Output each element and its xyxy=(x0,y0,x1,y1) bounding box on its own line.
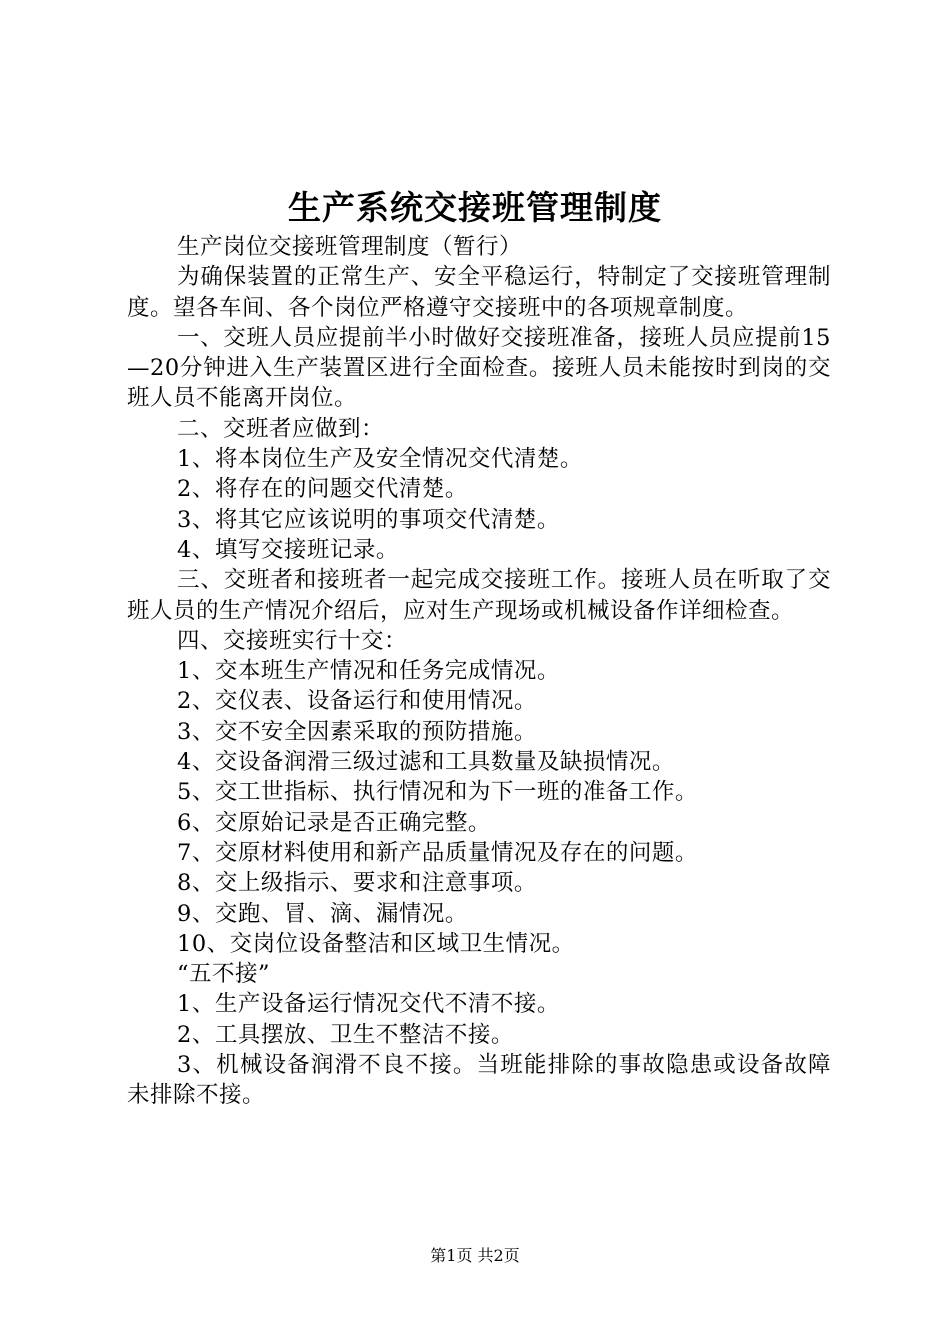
paragraph-five-no-heading: “五不接” xyxy=(177,961,271,988)
paragraph-rule-3: 三、交班者和接班者一起完成交接班工作。接班人员在听取了交班人员的生产情况介绍后，应对生产现场或机械设备作详细检查。 xyxy=(127,567,831,624)
paragraph-rule-1: 一、交班人员应提前半小时做好交接班准备，接班人员应提前15—20分钟进入生产装置区进行全面检查。接班人员未能按时到岗的交班人员不能离开岗位。 xyxy=(127,324,831,412)
list-item: 1、将本岗位生产及安全情况交代清楚。 xyxy=(177,446,583,473)
document-body xyxy=(127,232,831,1111)
list-item: 9、交跑、冒、滴、漏情况。 xyxy=(177,900,468,927)
list-item: 4、填写交接班记录。 xyxy=(177,536,399,563)
list-item: 7、交原材料使用和新产品质量情况及存在的问题。 xyxy=(177,839,698,866)
list-item: 2、工具摆放、卫生不整洁不接。 xyxy=(177,1021,514,1048)
paragraph-subtitle: 生产岗位交接班管理制度（暂行） xyxy=(177,234,523,260)
page-number-footer: 第1页 共2页 xyxy=(430,1246,520,1265)
list-item: 8、交上级指示、要求和注意事项。 xyxy=(177,870,537,897)
list-item: 5、交工世指标、执行情况和为下一班的准备工作。 xyxy=(177,779,698,806)
list-item: 2、交仪表、设备运行和使用情况。 xyxy=(177,688,537,715)
list-item: 10、交岗位设备整洁和区域卫生情况。 xyxy=(177,930,575,957)
list-item: 4、交设备润滑三级过滤和工具数量及缺损情况。 xyxy=(177,749,675,776)
list-item: 3、机械设备润滑不良不接。当班能排除的事故隐患或设备故障未排除不接。 xyxy=(127,1052,831,1109)
list-item: 3、将其它应该说明的事项交代清楚。 xyxy=(177,506,560,533)
document-title: 生产系统交接班管理制度 xyxy=(288,188,662,227)
list-item: 1、交本班生产情况和任务完成情况。 xyxy=(177,658,560,685)
paragraph-intro: 为确保装置的正常生产、安全平稳运行，特制定了交接班管理制度。望各车间、各个岗位严格遵守交接班中的各项规章制度。 xyxy=(127,264,831,321)
paragraph-rule-2-heading: 二、交班者应做到： xyxy=(177,415,385,442)
list-item: 2、将存在的问题交代清楚。 xyxy=(177,476,468,503)
paragraph-rule-4-heading: 四、交接班实行十交： xyxy=(177,627,408,654)
list-item: 6、交原始记录是否正确完整。 xyxy=(177,809,491,836)
list-item: 1、生产设备运行情况交代不清不接。 xyxy=(177,991,560,1018)
list-item: 3、交不安全因素采取的预防措施。 xyxy=(177,718,537,745)
